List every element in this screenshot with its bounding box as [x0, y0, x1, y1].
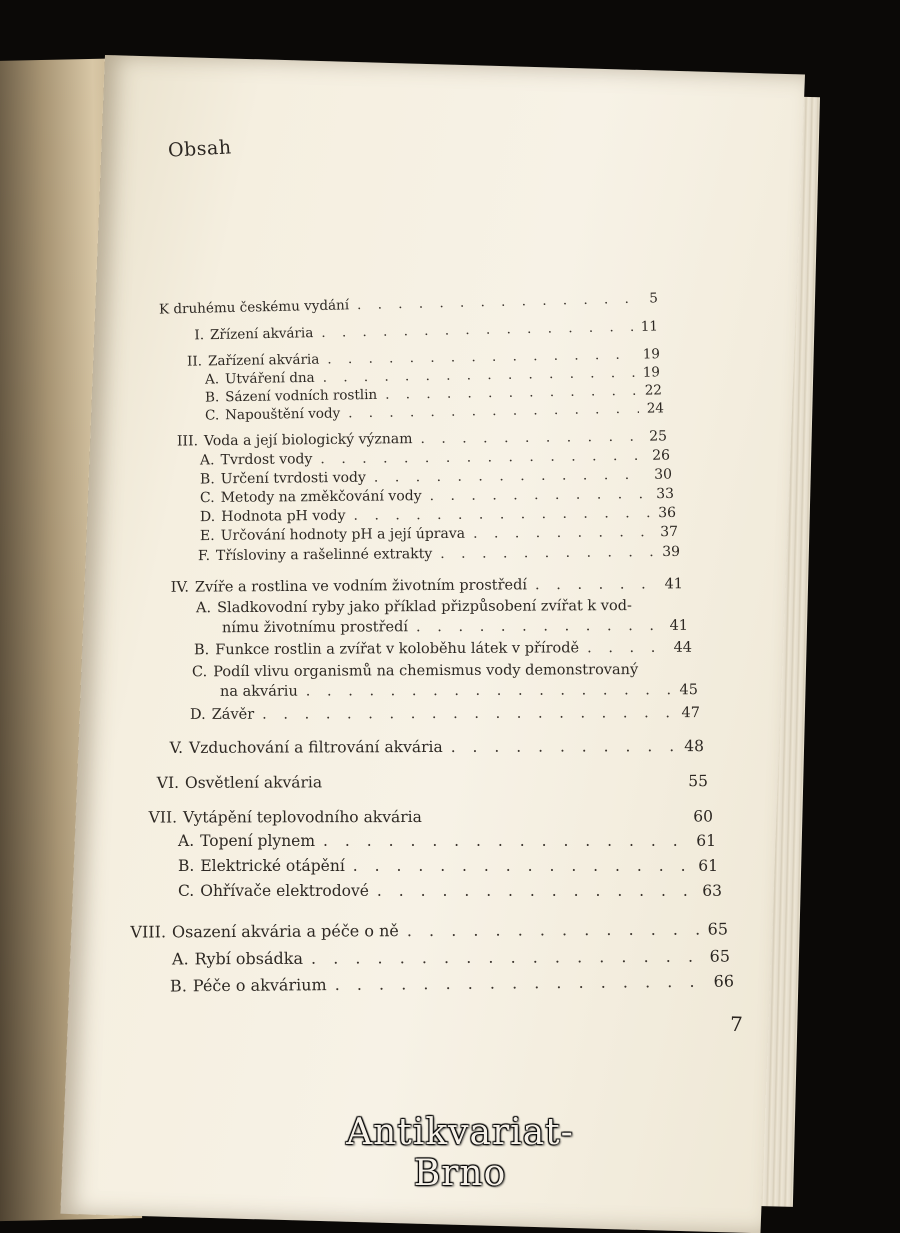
toc-leader: [323, 832, 688, 850]
toc-leader: [535, 576, 657, 593]
toc-entry-page: 24: [647, 400, 664, 416]
toc-entry-page: 65: [710, 947, 730, 966]
toc-entry-title: Hodnota pH vody: [221, 508, 345, 525]
toc-entry-page: 26: [652, 448, 670, 464]
toc-entry-title: Metody na změkčování vody: [221, 488, 422, 506]
toc-entry-number: III.: [172, 433, 198, 449]
toc-entry-page: 22: [645, 382, 662, 398]
toc-leader: [451, 737, 677, 756]
toc-entry-title: na akváriu: [220, 684, 298, 700]
toc-entry-page: 5: [649, 290, 658, 306]
toc-entry-title: Sázení vodních rostlin: [225, 387, 377, 405]
toc-entry-title: nímu životnímu prostředí: [222, 619, 408, 636]
toc-entry-page: 47: [682, 705, 701, 721]
toc-leader: [353, 857, 690, 875]
toc-entry-number: D.: [190, 707, 206, 723]
toc-entry-title: Voda a její biologický význam: [204, 431, 413, 449]
toc-entry-number: B.: [170, 976, 187, 995]
toc-entry-title: Sladkovodní ryby jako příklad přizpůsobení zvířat k vod-: [217, 598, 632, 616]
toc-entry-number: B.: [178, 857, 194, 875]
toc-entry-page: 19: [643, 346, 660, 362]
toc-entry: [190, 705, 700, 723]
toc-entry-title: Napouštění vody: [225, 405, 340, 423]
toc-entry-number: C.: [200, 490, 215, 506]
toc-entry-title: Podíl vlivu organismů na chemismus vody demonstrovaný: [213, 662, 638, 680]
toc-entry-title: Tvrdost vody: [220, 451, 312, 468]
toc-entry-title: Osvětlení akvária: [185, 773, 322, 791]
toc-entry-page: 44: [674, 640, 693, 656]
toc-entry-number: VI.: [153, 774, 179, 792]
toc-entry-title: Utváření dna: [225, 370, 315, 387]
toc-entry: [192, 662, 692, 681]
toc-entry-title: Zřízení akvária: [210, 325, 314, 343]
toc-leader: [416, 618, 662, 635]
toc-entry-page: 60: [693, 808, 713, 826]
toc-entry-page: 33: [656, 486, 674, 502]
toc-entry-page: 25: [649, 428, 667, 444]
toc-entry-title: Vzduchování a filtrování akvária: [189, 738, 443, 757]
toc-leader: [320, 448, 644, 467]
toc-leader: [407, 920, 700, 941]
toc-entry-title: Zařízení akvária: [208, 352, 320, 370]
toc-leader: [262, 705, 673, 722]
toc-entry-number: VIII.: [122, 922, 166, 941]
toc-entry-title: Elektrické otápění: [200, 857, 344, 875]
toc-entry-title: Zvíře a rostlina ve vodním životním prostředí: [195, 577, 527, 595]
toc-entry-title: K druhému českému vydání: [159, 297, 349, 317]
toc-leader: [587, 640, 666, 656]
toc-entry-number: C.: [178, 882, 194, 900]
toc-entry: [122, 919, 728, 941]
toc-entry-page: 61: [696, 832, 716, 850]
toc-entry: [178, 832, 716, 850]
toc-entry: [214, 682, 698, 700]
toc-entry-number: D.: [200, 509, 215, 525]
toc-entry-page: 30: [654, 467, 672, 483]
toc-leader: [473, 524, 652, 542]
toc-entry: [216, 618, 688, 636]
toc-entry-page: 63: [702, 882, 722, 900]
toc-entry-number: B.: [200, 471, 215, 487]
toc-entry-title: Třísloviny a rašelinné extrakty: [216, 546, 432, 564]
toc-leader: [377, 882, 694, 900]
toc-entry-number: A.: [196, 600, 211, 616]
toc-entry-number: A.: [172, 949, 189, 968]
toc-entry-page: 39: [662, 544, 680, 560]
toc-entry-number: C.: [192, 664, 207, 680]
toc-leader: [440, 544, 654, 562]
toc-entry-page: 36: [658, 505, 676, 521]
toc-entry-page: 45: [680, 682, 699, 698]
toc-entry-number: C.: [205, 407, 219, 423]
toc-entry: [178, 857, 718, 875]
toc-entry-title: Ohřívače elektrodové: [200, 882, 369, 900]
page-number: 7: [730, 1012, 743, 1036]
toc-entry-page: 55: [688, 772, 708, 790]
toc-entry: [145, 808, 713, 827]
toc-leader: [430, 486, 649, 504]
toc-leader: [330, 786, 680, 787]
toc-entry-title: Péče o akvárium: [193, 975, 327, 995]
toc-leader: [306, 682, 672, 699]
toc-entry-number: IV.: [165, 580, 189, 596]
toc-entry-number: E.: [200, 528, 215, 544]
toc-entry-title: Určení tvrdosti vody: [221, 470, 366, 488]
toc-entry-page: 65: [708, 919, 728, 938]
toc-entry-page: 41: [670, 618, 689, 634]
toc-entry: [196, 598, 686, 617]
toc-leader: [335, 972, 706, 994]
toc-entry-number: A.: [205, 371, 219, 387]
toc-entry-page: 19: [643, 364, 660, 380]
toc-entry-number: VII.: [145, 808, 177, 826]
toc-entry-number: B.: [205, 389, 219, 405]
toc-entry-number: A.: [178, 832, 194, 850]
toc-entry-number: II.: [180, 353, 202, 369]
toc-entry: [194, 640, 692, 659]
toc-entry-page: 37: [660, 524, 678, 540]
toc-entry-title: Závěr: [212, 707, 254, 723]
toc-entry-page: 66: [714, 972, 735, 991]
toc-entry-title: Topení plynem: [200, 832, 315, 850]
toc-entry-page: 41: [664, 576, 683, 592]
toc-entry-title: Určování hodnoty pH a její úprava: [221, 526, 466, 544]
toc-entry-number: I.: [188, 327, 204, 343]
toc-leader: [374, 467, 646, 486]
toc-leader: [353, 505, 650, 524]
toc-entry-number: V.: [163, 739, 183, 757]
toc-entry-title: Rybí obsádka: [195, 949, 303, 969]
toc-leader: [311, 947, 702, 968]
toc-entry-number: F.: [198, 548, 210, 564]
toc-entry: [178, 882, 722, 900]
toc-entry: [163, 737, 704, 757]
toc-entry-page: 61: [698, 857, 718, 875]
toc-entry: [172, 947, 730, 969]
watermark: Antikvariat-Brno: [300, 1112, 620, 1194]
toc-entry: [153, 772, 708, 792]
toc-entry-title: Vytápění teplovodního akvária: [183, 808, 422, 826]
toc-entry-page: 48: [684, 737, 704, 755]
toc-entry-page: 11: [641, 318, 658, 334]
toc-entry-title: Osazení akvária a péče o ně: [172, 921, 399, 941]
toc-entry-title: Funkce rostlin a zvířat v koloběhu látek v přírodě: [215, 640, 579, 658]
page-title: Obsah: [167, 136, 232, 161]
toc-entry-number: B.: [194, 642, 209, 658]
toc-entry-number: A.: [200, 452, 215, 468]
toc-leader: [420, 429, 641, 447]
